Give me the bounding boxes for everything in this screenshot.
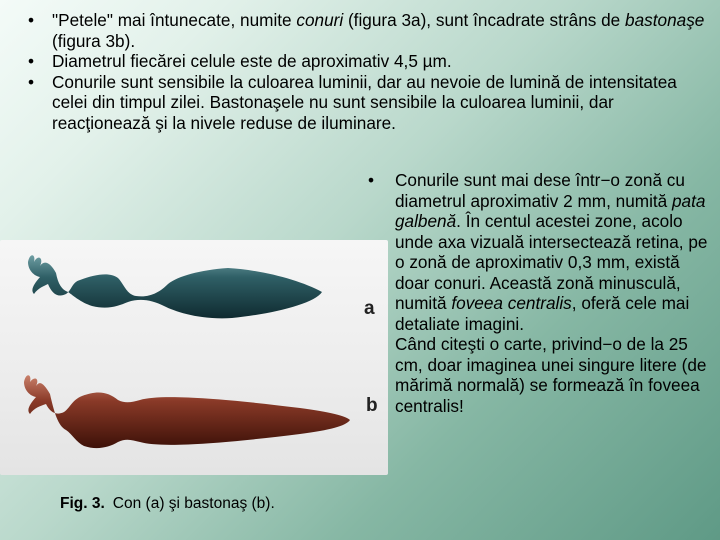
text-segment: , oferă cele mai detaliate imagini. (395, 293, 690, 334)
bullet-diameter: • Diametrul fiecărei celule este de aproximativ 4,5 µm. (26, 51, 714, 72)
figure-label-a: a (364, 298, 375, 319)
rod-cell (24, 375, 350, 448)
term-pata-galbena: pata galbenă (395, 190, 706, 231)
text-segment: Conurile sunt mai dese într−o zonă cu diametrul aproximativ 2 mm, numită (395, 170, 685, 211)
caption-prefix: Fig. 3. (60, 495, 105, 512)
figure-label-b: b (366, 395, 378, 416)
bullet-sensitivity: • Conurile sunt sensibile la culoarea luminii, dar au nevoie de lumină de intensitatea celei din timpul zilei. Bastonaşele nu sunt sensibile la culoarea luminii, dar reacţionează şi la nivele reduse de iluminare. (26, 72, 714, 134)
text-segment: "Petele" mai întunecate, numite (52, 10, 297, 30)
figure-photo (0, 240, 388, 475)
caption-text: Con (a) şi bastonaş (b). (112, 495, 275, 512)
bullet-list (26, 10, 714, 133)
bullet-fovea (368, 170, 718, 416)
text-segment: Când citeşti o carte, privind−o de la 25 cm, doar imaginea unei singure litere (de mărimă normală) se formează în foveea centralis! (395, 334, 707, 416)
bullet-cones-rods (26, 10, 714, 51)
text-segment: (figura 3b). (52, 30, 136, 51)
fovea-bullet (368, 170, 718, 416)
term-foveea-centralis: foveea centralis (451, 293, 572, 313)
photoreceptor-illustration (0, 240, 388, 475)
text-segment: . În centul acestei zone, acolo unde axa vizuală intersectează retina, pe o zonă de aproximativ 0,3 mm, există doar conuri. Această zonă minusculă, numită (395, 211, 708, 313)
text-segment: (figura 3a), sunt încadrate strâns de (343, 10, 626, 30)
term-conuri: conuri (296, 10, 344, 30)
term-bastonase: bastonaşe (625, 10, 705, 30)
cone-cell (28, 255, 322, 318)
figure-caption (60, 495, 275, 513)
